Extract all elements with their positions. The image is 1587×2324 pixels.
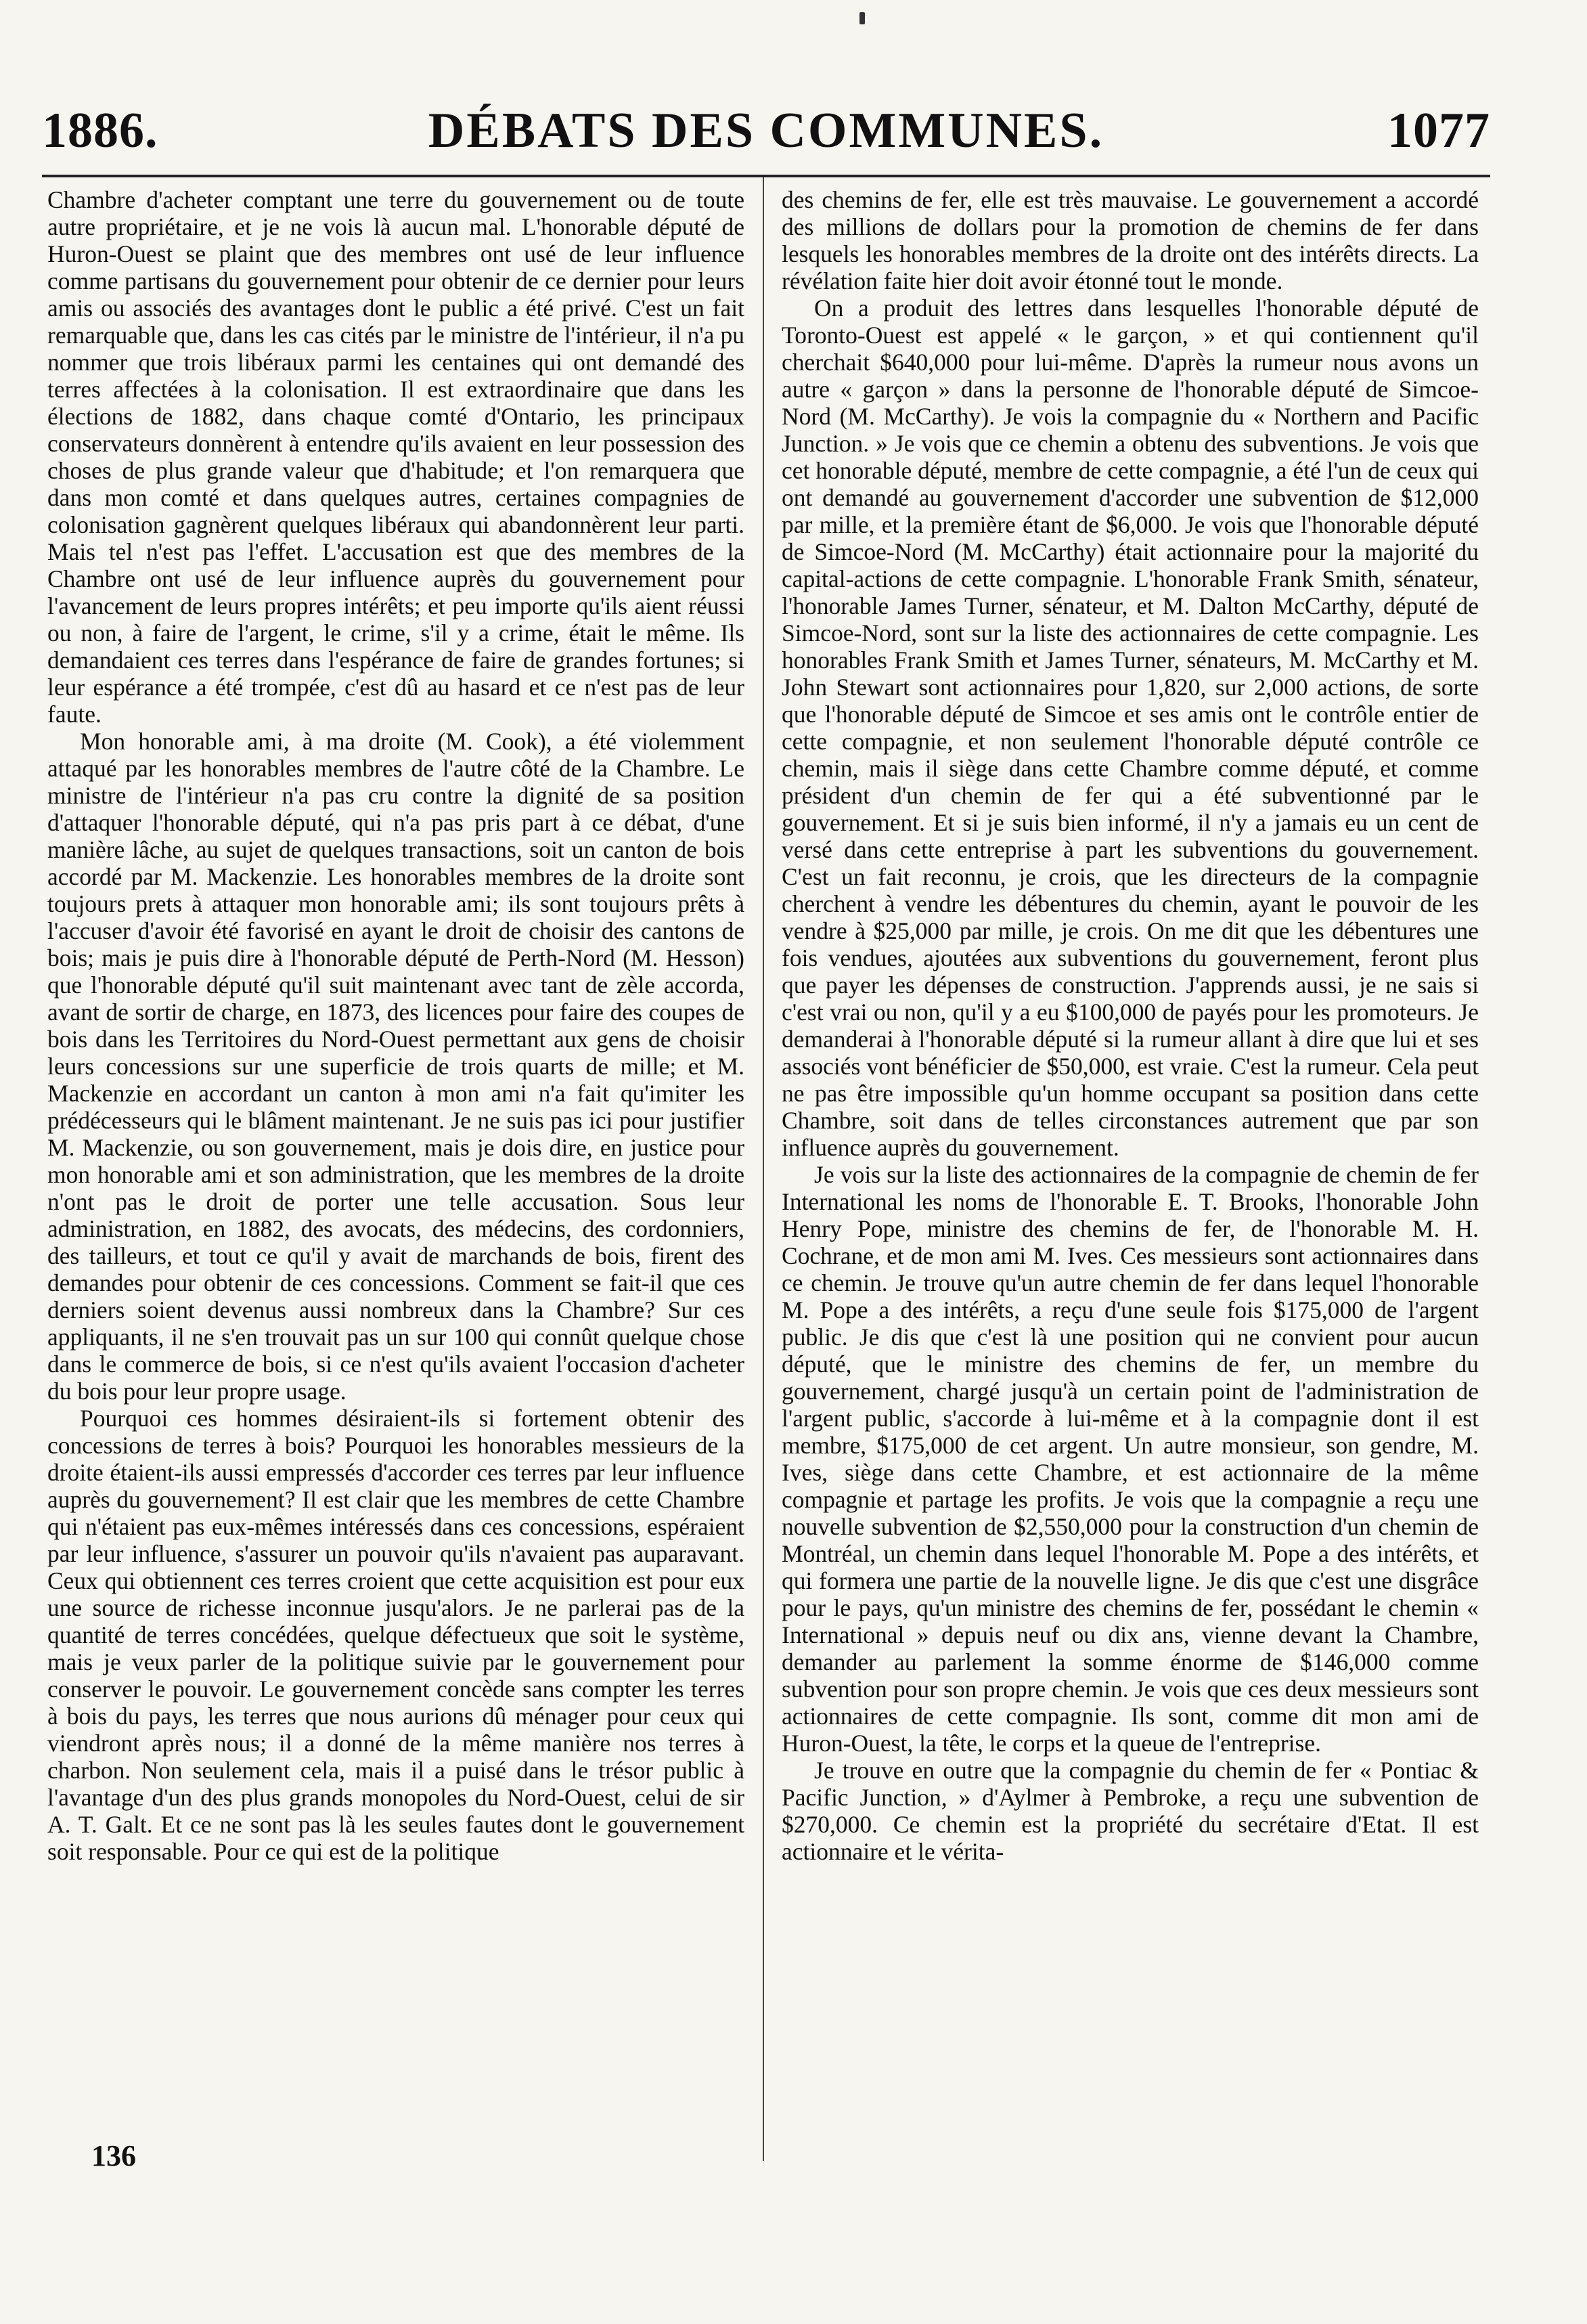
left-paragraph-2: Mon honorable ami, à ma droite (M. Cook), a été violemment attaqué par les honorables membres de l'autre côté de la Chambre. Le ministre de l'intérieur n'a pas cru contre la dignité de sa position d'attaquer l'honorable député, qui n'a pas pris part à ce débat, d'une manière lâche, au sujet de quelques transactions, soit un canton de bois accordé par M. Mackenzie. Les honorables membres de la droite sont toujours prets à attaquer mon honorable ami; ils sont toujours prêts à l'accuser d'avoir été favorisé en ayant le droit de choisir des cantons de bois; mais je puis dire à l'honorable député de Perth-Nord (M. Hesson) que l'honorable député qu'il suit maintenant avec tant de zèle accorda, avant de sortir de charge, en 1873, des licences pour faire des coupes de bois dans les Territoires du Nord-Ouest permettant aux gens de choisir leurs concessions sur une superficie de trois quarts de mille; et M. Mackenzie en accordant un canton à mon ami n'a fait qu'imiter les prédécesseurs qui le blâment maintenant. Je ne suis pas ici pour justifier M. Mackenzie, ou son gouvernement, mais je dois dire, en justice pour mon honorable ami et son administration, que les membres de la droite n'ont pas le droit de porter une telle accusation. Sous leur administration, en 1882, des avocats, des médecins, des cordonniers, des tailleurs, et tout ce qu'il y avait de marchands de bois, firent des demandes pour obtenir de ces concessions. Comment se fait-il que ces derniers soient devenus aussi nombreux dans la Chambre? Sur ces appliquants, il ne s'en trouvait pas un sur 100 qui connût quelque chose dans le commerce de bois, si ce n'est qu'ils avaient l'occasion d'acheter du bois pour leur propre usage.	[47, 728, 744, 1405]
left-paragraph-1: Chambre d'acheter comptant une terre du gouvernement ou de toute autre propriétaire, et je ne vois là aucun mal. L'honorable député de Huron-Ouest se plaint que des membres ont usé de leur influence comme partisans du gouvernement pour obtenir de ce dernier pour leurs amis ou associés des avantages dont le public a été privé. C'est un fait remarquable que, dans les cas cités par le ministre de l'intérieur, il n'a pu nommer que trois libéraux parmi les centaines qui ont demandé des terres affectées à la colonisation. Il est extraordinaire que dans les élections de 1882, dans chaque comté d'Ontario, les principaux conservateurs donnèrent à entendre qu'ils avaient en leur possession des choses de plus grande valeur que d'habitude; et l'on remarquera que dans mon comté et dans quelques autres, certaines compagnies de colonisation gagnèrent quelques libéraux qui abandonnèrent leur parti. Mais tel n'est pas l'effet. L'accusation est que des membres de la Chambre ont usé de leur influence auprès du gouvernement pour l'avancement de leurs propres intérêts; et peu importe qu'ils aient réussi ou non, à faire de l'argent, le crime, s'il y a crime, était le même. Ils demandaient ces terres dans l'espérance de faire de grandes fortunes; si leur espérance a été trompée, c'est dû au hasard et ce n'est pas de leur faute.	[47, 186, 744, 728]
left-paragraph-3: Pourquoi ces hommes désiraient-ils si fortement obtenir des concessions de terres à bois? Pourquoi les honorables messieurs de la droite étaient-ils aussi empressés d'accorder ces terres par leur influence auprès du gouvernement? Il est clair que les membres de cette Chambre qui n'étaient pas eux-mêmes intéressés dans ces concessions, espéraient par leur influence, s'assurer un pouvoir qu'ils n'avaient pas auparavant. Ceux qui obtiennent ces terres croient que cette acquisition est pour eux une source de richesse inconnue jusqu'alors. Je ne parlerai pas de la quantité de terres concédées, quelque défectueux que soit le système, mais je veux parler de la politique suivie par le gouvernement pour conserver le pouvoir. Le gouvernement concède sans compter les terres à bois du pays, les terres que nous aurions dû ménager pour ceux qui viendront après nous; il a donné de la même manière nos terres à charbon. Non seulement cela, mais il a puisé dans le trésor public à l'avantage d'un des plus grands monopoles du Nord-Ouest, celui de sir A. T. Galt. Et ce ne sont pas là les seules fautes dont le gouvernement soit responsable. Pour ce qui est de la politique	[47, 1405, 744, 1865]
header-title: DÉBATS DES COMMUNES.	[428, 103, 1104, 158]
header-year: 1886.	[42, 103, 158, 158]
header-rule	[42, 175, 1490, 177]
column-divider	[763, 177, 764, 2161]
page-header	[42, 102, 1490, 160]
right-paragraph-3: Je vois sur la liste des actionnaires de la compagnie de chemin de fer International les noms de l'honorable E. T. Brooks, l'honorable John Henry Pope, ministre des chemins de fer, de l'honorable M. H. Cochrane, et de mon ami M. Ives. Ces messieurs sont actionnaires dans ce chemin. Je trouve qu'un autre chemin de fer dans lequel l'honorable M. Pope a des intérêts, a reçu d'une seule fois $175,000 de l'argent public. Je dis que c'est là une position qui ne convient pour aucun député, que le ministre des chemins de fer, un membre du gouvernement, chargé jusqu'à un certain point de l'administration de l'argent public, s'accorde à lui-même et à la compagnie dont il est membre, $175,000 de cet argent. Un autre monsieur, son gendre, M. Ives, siège dans cette Chambre, et est actionnaire de la même compagnie et partage les profits. Je vois que la compagnie a reçu une nouvelle subvention de $2,550,000 pour la construction d'un chemin de Montréal, un chemin dans lequel l'honorable M. Pope a des intérêts, et qui formera une partie de la nouvelle ligne. Je dis que c'est une disgrâce pour le pays, qu'un ministre des chemins de fer, possédant le chemin « International » depuis neuf ou dix ans, vienne devant la Chambre, demander au parlement la somme énorme de $146,000 comme subvention pour son propre chemin. Je vois que ces deux messieurs sont actionnaires de cette compagnie. Ils sont, comme dit mon ami de Huron-Ouest, la tête, le corps et la queue de l'entreprise.	[782, 1161, 1479, 1757]
right-paragraph-2: On a produit des lettres dans lesquelles l'honorable député de Toronto-Ouest est appelé « le garçon, » et qui contiennent qu'il cherchait $640,000 pour lui-même. D'après la rumeur nous avons un autre « garçon » dans la personne de l'honorable député de Simcoe-Nord (M. McCarthy). Je vois la compagnie du « Northern and Pacific Junction. » Je vois que ce chemin a obtenu des subventions. Je vois que cet honorable député, membre de cette compagnie, a été l'un de ceux qui ont demandé au gouvernement d'accorder une subvention de $12,000 par mille, et la première étant de $6,000. Je vois que l'honorable député de Simcoe-Nord (M. McCarthy) était actionnaire pour la majorité du capital-actions de cette compagnie. L'honorable Frank Smith, sénateur, l'honorable James Turner, sénateur, et M. Dalton McCarthy, député de Simcoe-Nord, sont sur la liste des actionnaires de cette compagnie. Les honorables Frank Smith et James Turner, sénateurs, M. McCarthy et M. John Stewart sont actionnaires pour 1,820, sur 2,000 actions, de sorte que l'honorable député de Simcoe et ses amis ont le contrôle entier de cette compagnie, et non seulement l'honorable député contrôle ce chemin, mais il siège dans cette Chambre comme député, et comme président d'un chemin de fer qui a été subventionné par le gouvernement. Et si je suis bien informé, il n'y a jamais eu un cent de versé dans cette entreprise à part les subventions du gouvernement. C'est un fait reconnu, je crois, que les directeurs de la compagnie cherchent à vendre les débentures du chemin, ayant le pouvoir de les vendre à $25,000 par mille, je crois. On me dit que les débentures une fois vendues, ajoutées aux subventions du gouvernement, feront plus que payer les dépenses de construction. J'apprends aussi, je ne sais si c'est vrai ou non, qu'il y a eu $100,000 de payés pour les promoteurs. Je demanderai à l'honorable député si la rumeur allant à dire que lui et ses associés vont bénéficier de $50,000, est vraie. C'est la rumeur. Cela peut ne pas être impossible qu'un homme occupant sa position dans cette Chambre, soit dans de telles circonstances autrement que par son influence auprès du gouvernement.	[782, 294, 1479, 1161]
left-column	[47, 186, 744, 2156]
signature-mark: 136	[91, 2139, 136, 2172]
header-page-number: 1077	[1387, 103, 1490, 158]
right-column	[782, 186, 1479, 2156]
right-paragraph-4: Je trouve en outre que la compagnie du chemin de fer « Pontiac & Pacific Junction, » d'Aylmer à Pembroke, a reçu une subvention de $270,000. Ce chemin est la propriété du secrétaire d'Etat. Il est actionnaire et le vérita-	[782, 1757, 1479, 1865]
right-paragraph-1: des chemins de fer, elle est très mauvaise. Le gouvernement a accordé des millions de dollars pour la promotion de chemins de fer dans lesquels les honorables membres de la droite ont des intérêts directs. La révélation faite hier doit avoir étonné tout le monde.	[782, 186, 1479, 294]
printer-mark	[859, 12, 865, 24]
